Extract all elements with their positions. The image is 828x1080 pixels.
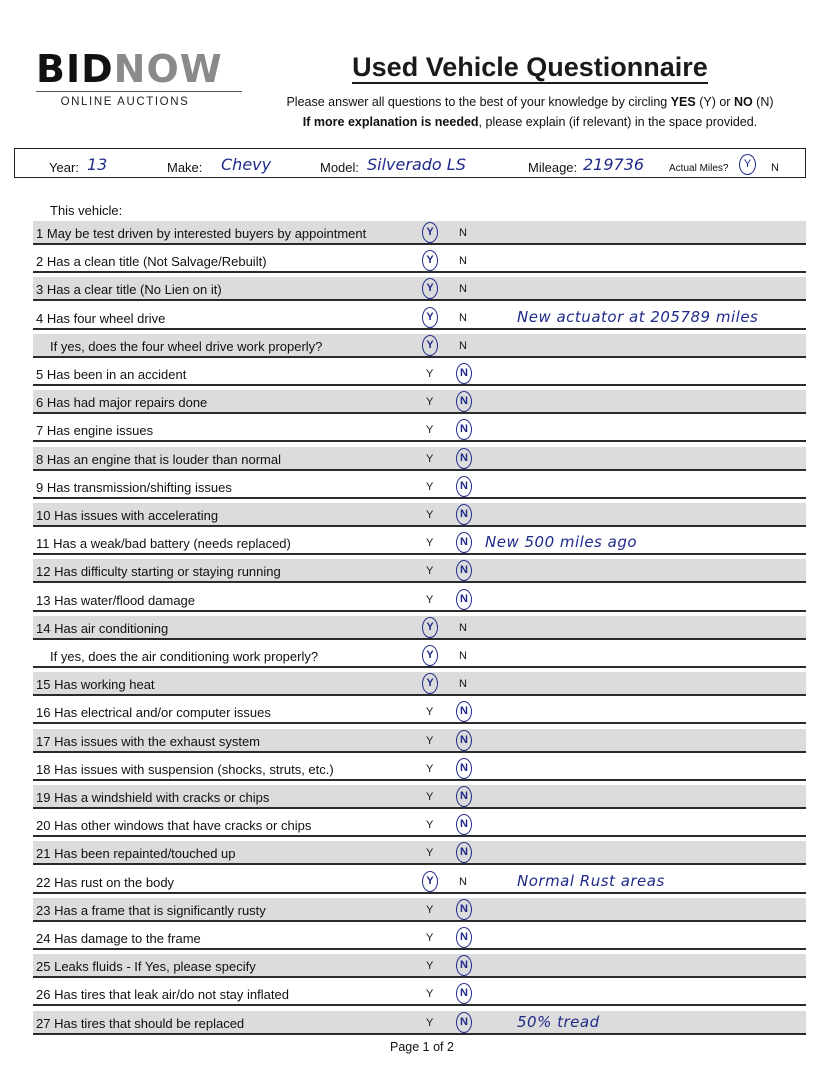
question-text: [50, 649, 318, 664]
actual-miles-no[interactable]: N: [771, 162, 779, 174]
question-label: If yes, does the four wheel drive work properly?: [50, 338, 323, 354]
answer-no-circled[interactable]: N: [456, 786, 472, 807]
question-number: 14: [36, 620, 51, 636]
answer-no-circled[interactable]: N: [456, 1012, 472, 1033]
question-text: [36, 903, 266, 918]
question-row: [33, 785, 806, 809]
handwritten-note[interactable]: New actuator at 205789 miles: [517, 307, 759, 326]
question-label: Has rust on the body: [54, 874, 175, 890]
answer-no[interactable]: N: [459, 255, 467, 268]
question-text: [36, 593, 195, 608]
answer-yes-circled[interactable]: Y: [422, 335, 438, 356]
instr2-rest: , please explain (if relevant) in the space provided.: [478, 115, 758, 129]
question-number: 25: [36, 959, 51, 975]
logo-wordmark: [36, 47, 242, 91]
question-text: [36, 311, 165, 326]
question-text: [50, 339, 322, 354]
handwritten-note[interactable]: 50% tread: [517, 1012, 600, 1031]
answer-yes[interactable]: Y: [426, 509, 434, 521]
question-text: [36, 818, 311, 833]
mileage-label: Mileage:: [528, 160, 578, 175]
question-label: Has a weak/bad battery (needs replaced): [53, 536, 291, 552]
question-number: 1: [36, 226, 44, 241]
question-label: Has a clean title (Not Salvage/Rebuilt): [46, 254, 267, 270]
question-label: Has air conditioning: [54, 620, 169, 636]
answer-yes-circled[interactable]: Y: [422, 250, 438, 271]
question-number: 26: [36, 987, 51, 1003]
answer-yes[interactable]: Y: [426, 396, 434, 409]
question-text: [36, 423, 153, 438]
question-row: [33, 898, 806, 922]
answer-yes-circled[interactable]: Y: [422, 673, 438, 694]
answer-no-circled[interactable]: N: [456, 899, 472, 920]
question-label: Has issues with accelerating: [54, 508, 219, 523]
answer-yes[interactable]: Y: [426, 819, 434, 832]
question-row: [33, 588, 806, 612]
question-row: [33, 700, 806, 724]
question-text: [36, 395, 207, 410]
question-label: Has tires that should be replaced: [54, 1015, 245, 1031]
question-row: [33, 306, 806, 330]
answer-no-circled[interactable]: N: [456, 476, 472, 497]
question-number: 18: [36, 761, 51, 777]
question-label: Has issues with the exhaust system: [54, 733, 261, 749]
question-number: 17: [36, 733, 51, 749]
question-row: [33, 334, 806, 358]
question-number: 10: [36, 508, 51, 523]
question-text: [36, 452, 281, 467]
answer-yes[interactable]: Y: [426, 762, 434, 775]
question-number: 11: [36, 536, 50, 552]
question-row: [33, 362, 806, 386]
question-label: Has transmission/shifting issues: [46, 479, 232, 495]
question-text: [36, 508, 218, 523]
question-label: Has a windshield with cracks or chips: [54, 790, 270, 805]
logo-rule: [36, 91, 242, 92]
question-row: [33, 559, 806, 583]
answer-yes[interactable]: Y: [426, 791, 434, 803]
answer-no-circled[interactable]: N: [456, 927, 472, 948]
question-label: Has an engine that is louder than normal: [46, 451, 282, 467]
answer-yes-circled[interactable]: Y: [422, 871, 438, 892]
page-title-text: Used Vehicle Questionnaire: [352, 52, 708, 82]
question-text: [36, 931, 201, 946]
actual-miles-label: Actual Miles?: [669, 163, 729, 174]
question-text: [36, 254, 267, 269]
answer-yes[interactable]: Y: [426, 903, 434, 916]
question-row: [33, 926, 806, 950]
answer-yes[interactable]: Y: [426, 1016, 434, 1029]
question-text: [36, 282, 222, 297]
instr1-c: (N): [752, 95, 774, 109]
question-label: May be test driven by interested buyers by appointment: [46, 226, 367, 241]
answer-yes[interactable]: Y: [426, 932, 434, 944]
answer-yes[interactable]: Y: [426, 452, 434, 465]
answer-no-circled[interactable]: N: [456, 701, 472, 722]
instructions: [250, 92, 810, 132]
logo-bid: BID: [36, 47, 114, 91]
vehicle-info-box: [14, 148, 806, 178]
question-row: [33, 982, 806, 1006]
answer-yes[interactable]: Y: [426, 960, 434, 973]
question-label: Has engine issues: [46, 423, 154, 439]
question-number: 12: [36, 564, 51, 580]
answer-yes-circled[interactable]: Y: [422, 617, 438, 638]
question-row: [33, 729, 806, 753]
question-text: [36, 536, 291, 551]
question-number: 3: [36, 282, 44, 298]
question-number: 20: [36, 818, 51, 834]
mileage-value[interactable]: 219736: [583, 155, 645, 174]
answer-no[interactable]: N: [459, 339, 467, 352]
answer-yes[interactable]: Y: [426, 368, 434, 380]
answer-no-circled[interactable]: N: [456, 730, 472, 751]
page-footer: Page 1 of 2: [390, 1040, 454, 1054]
question-number: 2: [36, 254, 44, 270]
question-label: Has a clear title (No Lien on it): [46, 282, 222, 298]
question-label: Has working heat: [54, 677, 155, 693]
answer-no-circled[interactable]: N: [456, 363, 472, 384]
answer-no-circled[interactable]: N: [456, 419, 472, 440]
answer-no-circled[interactable]: N: [456, 589, 472, 610]
question-row: [33, 813, 806, 837]
question-text: [36, 1016, 244, 1031]
question-text: [36, 677, 155, 692]
question-number: 6: [36, 395, 44, 411]
answer-no-circled[interactable]: N: [456, 391, 472, 412]
question-row: [33, 475, 806, 499]
instructions-line-1: [250, 92, 810, 112]
answer-no[interactable]: N: [459, 227, 467, 239]
question-row: [33, 1011, 806, 1035]
bidnow-logo: [36, 47, 242, 108]
instructions-line-2: [250, 112, 810, 132]
question-row: [33, 390, 806, 414]
question-row: [33, 616, 806, 640]
question-number: 27: [36, 1015, 51, 1031]
question-number: 4: [36, 310, 44, 326]
question-text: [36, 762, 334, 777]
page-title: [260, 52, 800, 83]
question-number: 7: [36, 423, 44, 439]
question-number: 5: [36, 367, 44, 382]
answer-no-circled[interactable]: N: [456, 955, 472, 976]
answer-yes[interactable]: Y: [426, 988, 434, 1001]
answer-no[interactable]: N: [459, 283, 467, 296]
question-number: 23: [36, 902, 51, 918]
question-text: [36, 959, 256, 974]
question-number: 19: [36, 790, 51, 805]
question-label: Has electrical and/or computer issues: [54, 705, 271, 721]
make-label: Make:: [167, 160, 203, 175]
logo-subtitle: ONLINE AUCTIONS: [60, 96, 190, 108]
question-text: [36, 621, 168, 636]
question-row: [33, 757, 806, 781]
answer-yes-circled[interactable]: Y: [422, 222, 438, 243]
question-row: [33, 503, 806, 527]
answer-yes[interactable]: Y: [426, 537, 434, 550]
question-text: [36, 734, 260, 749]
question-number: 8: [36, 451, 44, 467]
answer-no[interactable]: N: [459, 678, 467, 691]
question-row: [33, 954, 806, 978]
question-number: 13: [36, 592, 51, 608]
question-label: If yes, does the air conditioning work properly?: [50, 649, 319, 664]
question-number: 22: [36, 874, 51, 890]
instr1-b: (Y) or: [695, 95, 734, 109]
question-row: [33, 447, 806, 471]
question-text: [36, 705, 271, 720]
answer-yes[interactable]: Y: [426, 706, 434, 719]
question-text: [36, 846, 236, 861]
section-title: This vehicle:: [50, 203, 123, 218]
question-label: Has had major repairs done: [46, 395, 208, 411]
question-label: Has other windows that have cracks or chips: [54, 818, 312, 834]
question-number: 21: [36, 846, 51, 862]
answer-yes[interactable]: Y: [426, 565, 434, 578]
actual-miles-yes-circled[interactable]: Y: [739, 154, 756, 175]
handwritten-note[interactable]: Normal Rust areas: [517, 871, 665, 890]
year-value[interactable]: 13: [87, 155, 108, 174]
question-text: [36, 367, 186, 382]
answer-yes-circled[interactable]: Y: [422, 645, 438, 666]
make-value[interactable]: Chevy: [221, 155, 272, 174]
question-number: 16: [36, 705, 51, 721]
question-row: [33, 870, 806, 894]
question-row: [33, 277, 806, 301]
answer-yes-circled[interactable]: Y: [422, 278, 438, 299]
answer-yes[interactable]: Y: [426, 424, 434, 437]
question-row: [33, 221, 806, 245]
question-label: Has been repainted/touched up: [54, 846, 236, 862]
answer-yes[interactable]: Y: [426, 480, 434, 493]
instr2-bold: If more explanation is needed: [302, 115, 479, 129]
question-label: Has difficulty starting or staying running: [54, 564, 281, 580]
answer-no-circled[interactable]: N: [456, 532, 472, 553]
question-text: [36, 875, 174, 890]
question-text: [36, 480, 232, 495]
question-text: [36, 564, 281, 579]
answer-no-circled[interactable]: N: [456, 842, 472, 863]
question-number: 9: [36, 479, 44, 495]
question-number: 15: [36, 677, 51, 693]
answer-no-circled[interactable]: N: [456, 814, 472, 835]
answer-no[interactable]: N: [459, 311, 467, 324]
question-text: [36, 790, 269, 805]
question-label: Has water/flood damage: [54, 592, 196, 608]
question-label: Leaks fluids - If Yes, please specify: [54, 959, 256, 975]
question-text: [36, 987, 289, 1002]
handwritten-note[interactable]: New 500 miles ago: [485, 533, 638, 552]
question-label: Has damage to the frame: [54, 931, 201, 946]
question-row: [33, 249, 806, 273]
answer-yes-circled[interactable]: Y: [422, 307, 438, 328]
question-number: 24: [36, 931, 51, 946]
question-text: [36, 226, 366, 241]
instr1-yes: YES: [670, 95, 696, 109]
question-row: [33, 531, 806, 555]
answer-no-circled[interactable]: N: [456, 448, 472, 469]
answer-no[interactable]: N: [459, 875, 467, 888]
answer-yes[interactable]: Y: [426, 734, 434, 747]
question-row: [33, 672, 806, 696]
answer-no[interactable]: N: [459, 650, 467, 662]
question-row: [33, 644, 806, 668]
answer-yes[interactable]: Y: [426, 847, 434, 860]
year-label: Year:: [49, 160, 79, 175]
question-row: [33, 418, 806, 442]
answer-no-circled[interactable]: N: [456, 983, 472, 1004]
answer-no-circled[interactable]: N: [456, 504, 472, 525]
question-label: Has tires that leak air/do not stay inflated: [54, 987, 289, 1003]
logo-now: NOW: [113, 47, 223, 91]
instr1-a: Please answer all questions to the best of your knowledge by circling: [286, 95, 671, 109]
question-label: Has been in an accident: [46, 367, 187, 382]
question-row: [33, 841, 806, 865]
answer-no-circled[interactable]: N: [456, 758, 472, 779]
model-value[interactable]: Silverado LS: [367, 155, 466, 174]
answer-no[interactable]: N: [459, 621, 467, 634]
model-label: Model:: [320, 160, 360, 175]
question-label: Has issues with suspension (shocks, struts, etc.): [54, 761, 334, 777]
question-label: Has four wheel drive: [46, 310, 166, 326]
answer-yes[interactable]: Y: [426, 593, 434, 606]
answer-no-circled[interactable]: N: [456, 560, 472, 581]
instr1-no: NO: [733, 95, 753, 109]
question-label: Has a frame that is significantly rusty: [54, 902, 266, 918]
